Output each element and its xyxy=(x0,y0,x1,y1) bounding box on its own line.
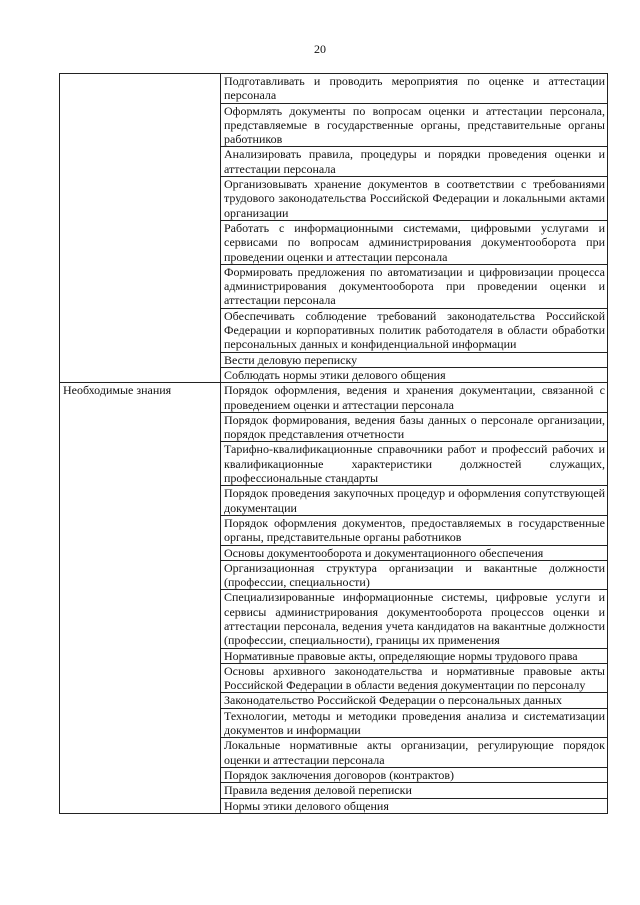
requirement-cell: Порядок формирования, ведения базы данных о персонале организации, порядок представления отчетности xyxy=(221,412,608,442)
page-number: 20 xyxy=(314,42,326,56)
requirement-cell: Обеспечивать соблюдение требований законодательства Российской Федерации и корпоративных политик работодателя в области обработки персональных данных и конфиденциальной информации xyxy=(221,308,608,352)
requirement-cell: Вести деловую переписку xyxy=(221,352,608,367)
table-row xyxy=(60,383,608,413)
requirement-cell: Организовывать хранение документов в соответствии с требованиями трудового законодательства Российской Федерации и локальными актами организации xyxy=(221,177,608,221)
requirement-cell: Порядок заключения договоров (контрактов) xyxy=(221,767,608,782)
table-row xyxy=(60,74,608,104)
requirement-cell: Локальные нормативные акты организации, регулирующие порядок оценки и аттестации персонала xyxy=(221,738,608,768)
requirements-table xyxy=(59,73,608,814)
requirement-cell: Основы архивного законодательства и нормативные правовые акты Российской Федерации в области ведения документации по персоналу xyxy=(221,663,608,693)
section-label-cell xyxy=(60,74,221,383)
requirement-cell: Работать с информационными системами, цифровыми услугами и сервисами по вопросам администрирования документооборота при проведении оценки и аттестации персонала xyxy=(221,220,608,264)
requirement-cell: Соблюдать нормы этики делового общения xyxy=(221,367,608,382)
requirement-cell: Нормативные правовые акты, определяющие нормы трудового права xyxy=(221,648,608,663)
requirement-cell: Порядок оформления документов, предоставляемых в государственные органы, представительные органы работников xyxy=(221,515,608,545)
requirement-cell: Специализированные информационные системы, цифровые услуги и сервисы администрирования документооборота процессов оценки и аттестации персонала, ведения учета кандидатов на вакантные должности (профессии, специальности), границы их применения xyxy=(221,590,608,648)
requirement-cell: Подготавливать и проводить мероприятия по оценке и аттестации персонала xyxy=(221,74,608,104)
requirement-cell: Тарифно-квалификационные справочники работ и профессий рабочих и квалификационные характеристики должностей служащих, профессиональные стандарты xyxy=(221,442,608,486)
requirement-cell: Анализировать правила, процедуры и порядки проведения оценки и аттестации персонала xyxy=(221,147,608,177)
requirement-cell: Нормы этики делового общения xyxy=(221,798,608,813)
requirements-table-body xyxy=(60,74,608,814)
section-label-cell: Необходимые знания xyxy=(60,383,221,814)
requirement-cell: Формировать предложения по автоматизации и цифровизации процесса администрирования документооборота при проведении оценки и аттестации персонала xyxy=(221,264,608,308)
requirement-cell: Законодательство Российской Федерации о персональных данных xyxy=(221,693,608,708)
requirement-cell: Технологии, методы и методики проведения анализа и систематизации документов и информации xyxy=(221,708,608,738)
requirement-cell: Порядок оформления, ведения и хранения документации, связанной с проведением оценки и аттестации персонала xyxy=(221,383,608,413)
requirement-cell: Правила ведения деловой переписки xyxy=(221,783,608,798)
requirement-cell: Оформлять документы по вопросам оценки и аттестации персонала, представляемые в государственные органы, представительные органы работников xyxy=(221,103,608,147)
requirement-cell: Порядок проведения закупочных процедур и оформления сопутствующей документации xyxy=(221,486,608,516)
requirement-cell: Основы документооборота и документационного обеспечения xyxy=(221,545,608,560)
requirement-cell: Организационная структура организации и вакантные должности (профессии, специальности) xyxy=(221,560,608,590)
